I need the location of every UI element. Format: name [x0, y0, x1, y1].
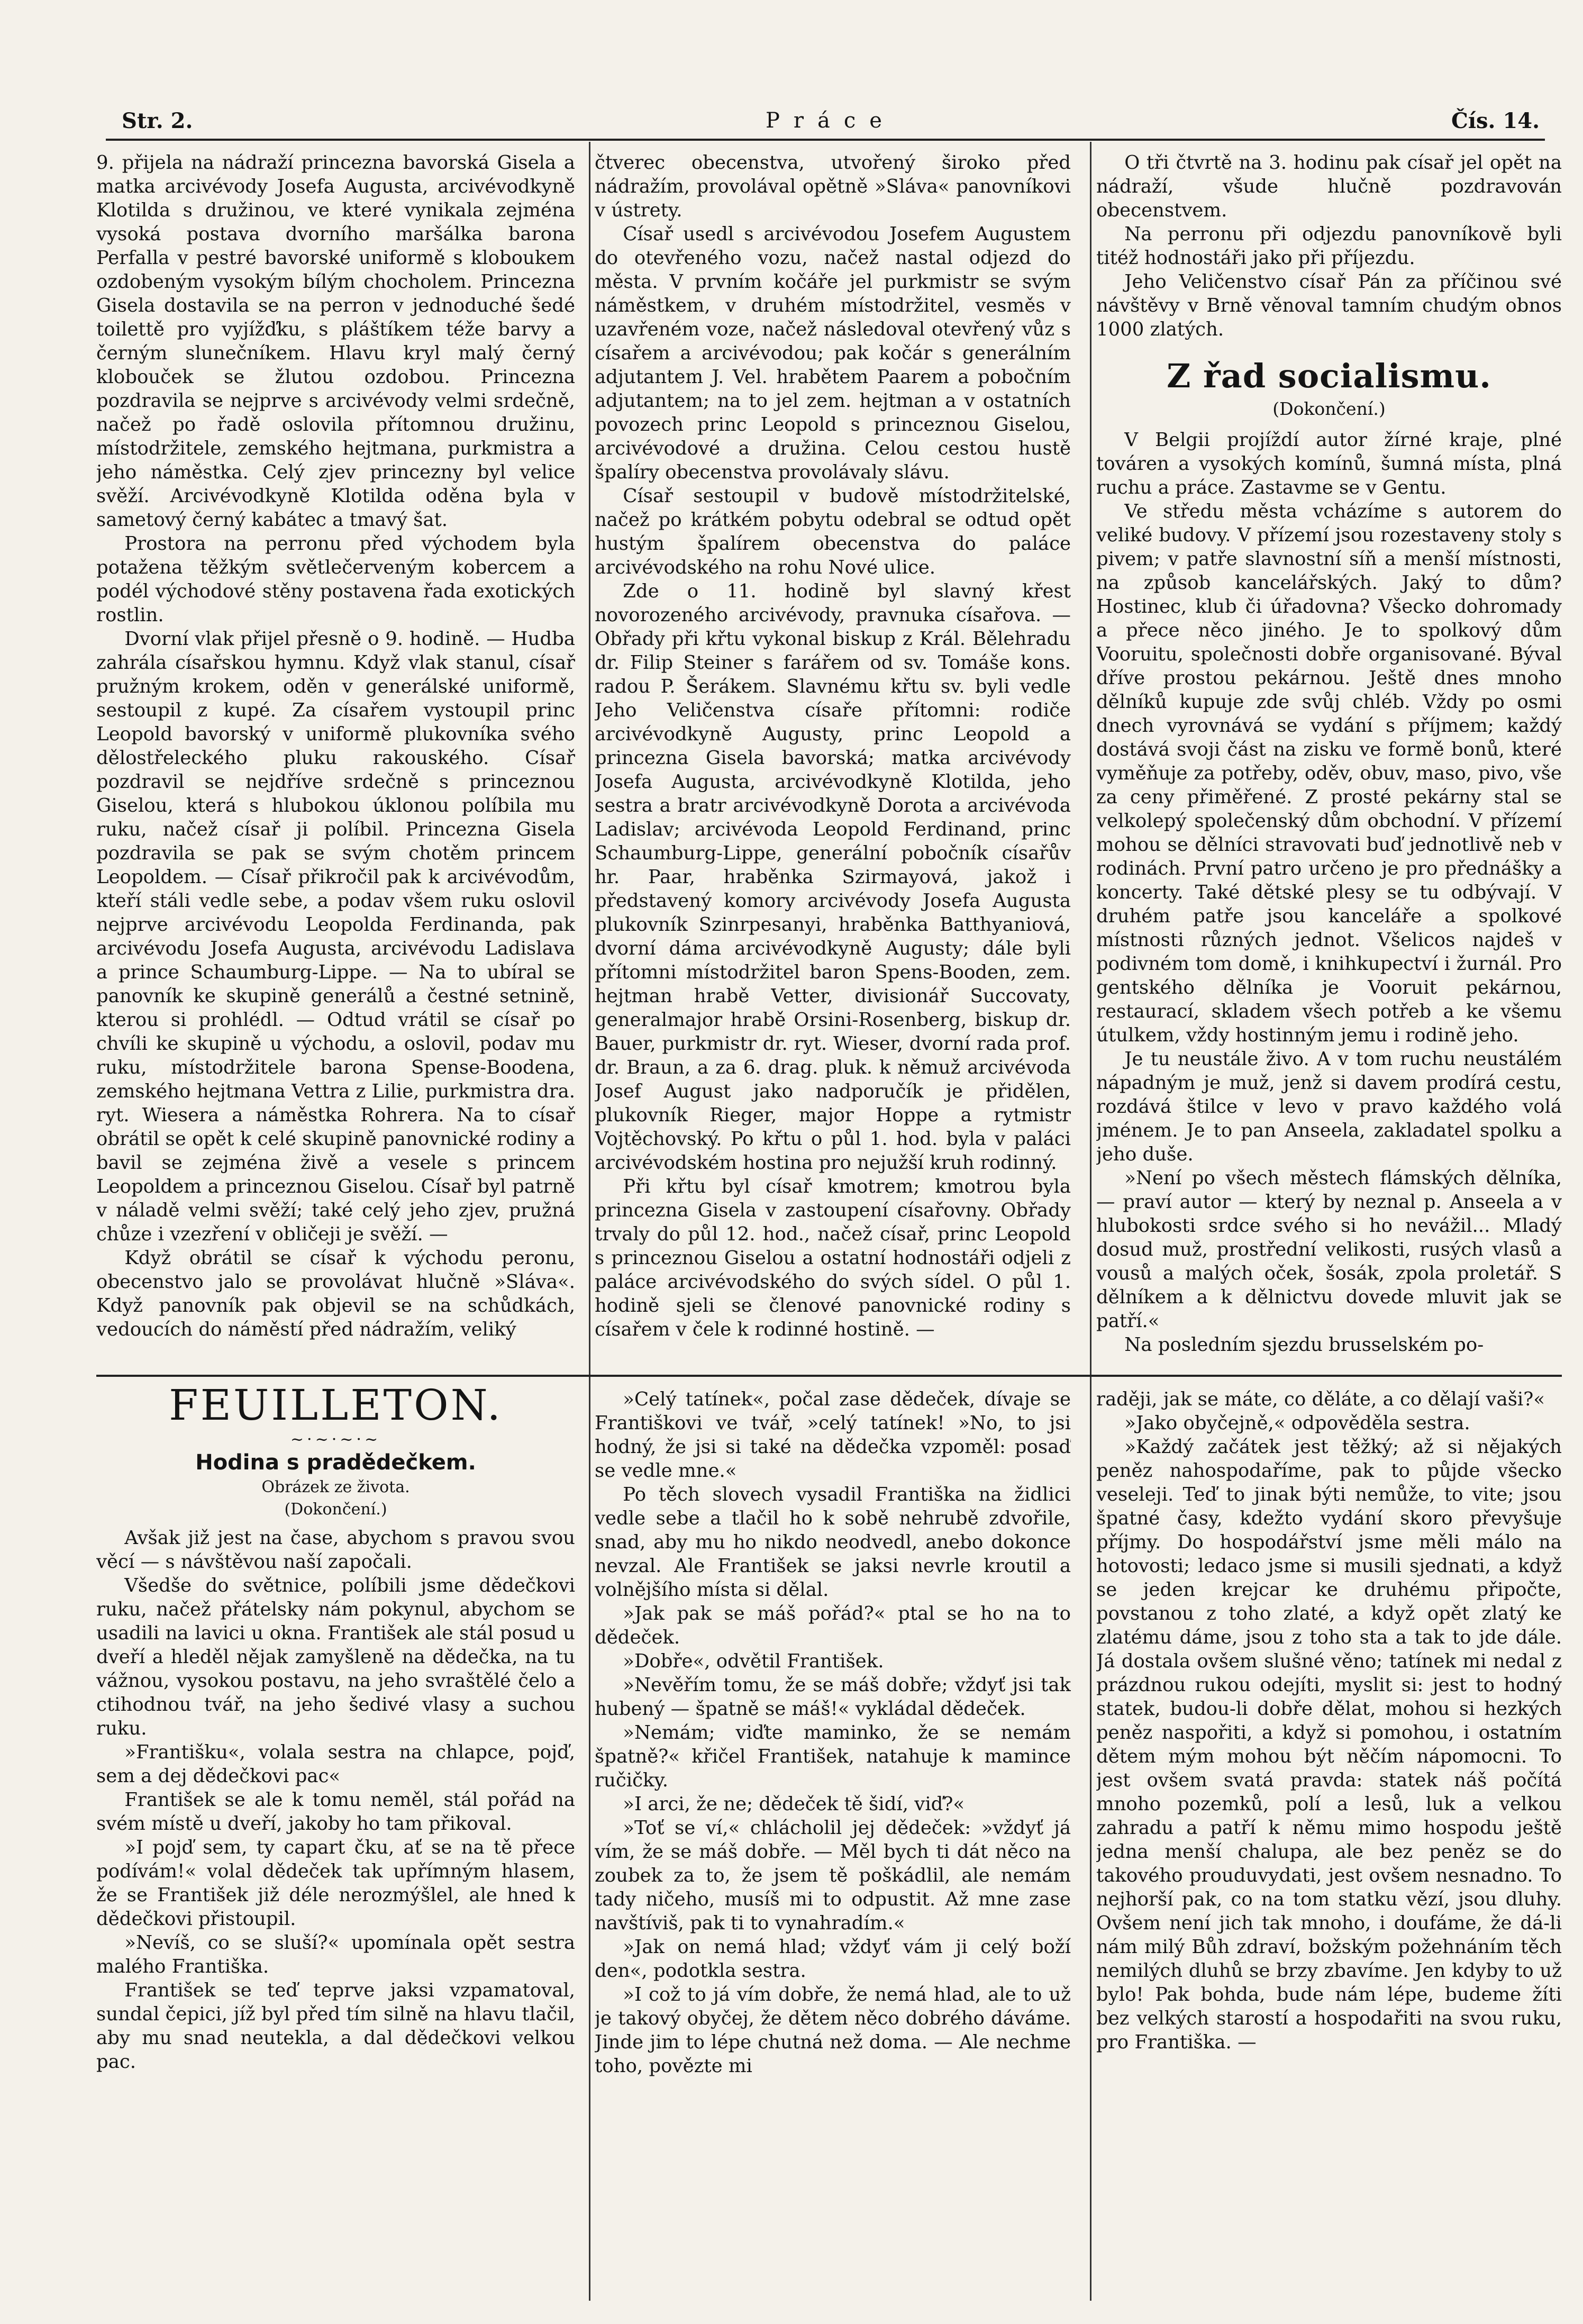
- story-paragraph: František se teď teprve jaksi vzpamatoval, sundal čepici, jíž byl před tím silně na hlavu tlačil, aby mu snad neutekla, a dal dědečkovi velkou pac.: [96, 1980, 575, 2073]
- story-paragraph: »Nevíš, co se sluší?« upomínala opět sestra malého Františka.: [96, 1932, 575, 1977]
- news-paragraph: Jeho Veličenstvo císař Pán za příčinou své návštěvy v Brně věnoval tamním chudým obnos 1000 zlatých.: [1096, 271, 1562, 340]
- news-paragraph: čtverec obecenstva, utvořený široko před nádražím, provolával opětně »Sláva« panovníkovi v ústrety.: [595, 152, 1071, 221]
- news-paragraph: 9. přijela na nádraží princezna bavorská Gisela a matka arcivévody Josefa Augusta, arcivévodkyně Klotilda s družinou, ve které vynikala zejména vysoká postava dvorního maršálka barona Perfalla v pestré bavorské uniformě s kloboukem ozdobeným vysokým bílým chocholem. Princezna Gisela dostavila se na perron v jednoduché šedé toilettě pro vyjížďku, s pláštíkem téže barvy a černým slunečníkem. Hlavu kryl malý černý klobouček se žlutou ozdobou. Princezna pozdravila se nejprve s arcivévody velmi srdečně, načež po řadě oslovila přítomnou družinu, místodržitele, zemského hejtmana, purkmistra a jeho náměstka. Celý zjev princezny byl velice svěží. Arcivévodkyně Klotilda oděna byla v sametový černý kabátec a tmavý šat.: [96, 152, 575, 531]
- news-paragraph: Císař sestoupil v budově místodržitelské, načež po krátkém pobytu odebral se odtud opět hustým špalírem obecenstva do paláce arcivévodského na rohu Nové ulice.: [595, 485, 1071, 578]
- news-paragraph: Když obrátil se císař k východu peronu, obecenstvo jalo se provolávat hlučně »Sláva«. Když panovník pak objevil se na schůdkách, vedoucích do náměstí před nádražím, veliký: [96, 1247, 575, 1340]
- story-paragraph: »Dobře«, odvětil František.: [623, 1650, 884, 1672]
- story-paragraph: »Jak on nemá hlad; vždyť vám ji celý boží den«, podotkla sestra.: [595, 1936, 1071, 1982]
- column-rule-1: [589, 142, 590, 2301]
- column-rule-2: [1090, 142, 1091, 2301]
- story-note: (Dokončení.): [284, 1500, 387, 1519]
- story-paragraph: »I pojď sem, ty capart čku, ať se na tě přece podívám!« volal dědeček tak upřímným hlasem, že se František již déle nerozmýšlel, ale hned k dědečkovi přistoupil.: [96, 1837, 575, 1930]
- story-paragraph: »Celý tatínek«, počal zase dědeček, dívaje se Františkovi ve tvář, »celý tatínek! »No, to jsi hodný, že jsi si také na dědečka vzpoměl: posaď se vedle mne.«: [595, 1388, 1071, 1482]
- story-paragraph: »I což to já vím dobře, že nemá hlad, ale to už je takový obyčej, že dětem něco dobrého dáváme. Jinde jim to lépe chutná než doma. — Ale nechme toho, povězte mi: [595, 1984, 1071, 2077]
- feuilleton-rule: [96, 1375, 1562, 1377]
- socialism-article-title: Z řad socialismu.: [1167, 357, 1491, 395]
- socialism-paragraph: Je tu neustále živo. A v tom ruchu neustálém nápadným je muž, jenž si davem prodírá cestu, rozdává štilce v levo v pravo každého volá jménem. Je to pan Anseela, zakladatel spolku a jeho duše.: [1096, 1048, 1562, 1165]
- story-paragraph: »Nemám; viďte maminko, že se nemám špatně?« křičel František, natahuje k mamince ručičky.: [595, 1722, 1071, 1791]
- story-kind: Obrázek ze života.: [261, 1478, 410, 1496]
- issue-number: Čís. 14.: [1451, 108, 1540, 133]
- header-rule: [106, 139, 1545, 141]
- socialism-paragraph: Ve středu města vcházíme s autorem do veliké budovy. V přízemí jsou rozestaveny stoly s pivem; v patře slavnostní síň a menší místnosti, na způsob kancelářských. Jaký to dům? Hostinec, klub či úřadovna? Všecko dohromady a přece něco jiného. Je to spolkový dům Vooruitu, společnosti dobře organisované. Býval dříve prostou pekárnou. Ještě dnes mnoho dělníků kupuje zde svůj chléb. Vždy po osmi dnech vyrovnává se vydání s příjmem; každý dostává svoji část na zisku ve formě bonů, které vyměňuje za potřeby, oděv, obuv, maso, pivo, vše za ceny přiměřené. Z prosté pekárny stal se velkolepý společenský dům obchodní. V přízemí mohou se dělníci stravovati buď jednotlivě neb v rodinách. První patro určeno je pro přednášky a koncerty. Také dětské plesy se tu odbývají. V druhém patře jsou kanceláře a spolkové místnosti různých jednot. Všelicos najdeš v podivném tom domě, i knihkupectví i žurnál. Pro gentského dělníka je Vooruit pekárnou, restaurací, skladem všech potřeb a ke všemu útulkem, vždy hostinným jemu i rodině jeho.: [1096, 501, 1562, 1046]
- news-paragraph: Císař usedl s arcivévodou Josefem Augustem do otevřeného vozu, načež nastal odjezd do města. V prvním kočáře jel purkmistr se svým náměstkem, v druhém místodržitel, vesměs v uzavřeném voze, načež následoval otevřený vůz s císařem a arcivévodou; pak kočár s generálním adjutantem J. Vel. hrabětem Paarem a pobočním adjutantem; na to jel zem. hejtman a v ostatních povozech princ Leopold s princeznou Giselou, arcivévodové a družina. Celou cestou hustě špalíry obecenstva provolávaly slávu.: [595, 223, 1071, 483]
- news-paragraph: Prostora na perronu před východem byla potažena těžkým světlečerveným kobercem a podél východové stěny postavena řada exotických rostlin.: [96, 533, 575, 626]
- feuilleton-title: FEUILLETON.: [169, 1381, 503, 1430]
- news-paragraph: O tři čtvrtě na 3. hodinu pak císař jel opět na nádraží, všude hlučně pozdravován obecenstvem.: [1096, 152, 1562, 221]
- news-column-1: [96, 151, 575, 1368]
- feuilleton-column-3: [1096, 1387, 1562, 2301]
- socialism-paragraph: »Není po všech městech flámských dělníka, — praví autor — který by neznal p. Anseela a v hlubokosti srdce svého si ho nevážil... Mladý dosud muž, prostřední velikosti, rusých vlasů a vousů a malých oček, šosák, zpola proletář. S dělníkem a k dělnictvu dovede mluvit jak se patří.«: [1096, 1167, 1562, 1332]
- ornament-divider-icon: ~·~·~·~: [290, 1430, 381, 1449]
- news-column-3: [1096, 151, 1562, 1368]
- news-paragraph: Při křtu byl císař kmotrem; kmotrou byla princezna Gisela v zastoupení císařovny. Obřady trvaly do půl 12. hod., načež císař, princ Leopold s princeznou Giselou a ostatní hodnostáři odjeli z paláce arcivévodského do svých sídel. O půl 1. hodině sjeli se členové panovnické rodiny s císařem v čele k rodinné hostině. —: [595, 1176, 1071, 1340]
- story-paragraph: Po těch slovech vysadil Františka na židlici vedle sebe a tlačil ho k sobě nehrubě zdvořile, snad, aby mu ho nikdo neodvedl, anebo dokonce nevzal. Ale František se jaksi nevrle kroutil a volnějšího místa si dělal.: [595, 1484, 1071, 1601]
- news-column-2: [595, 151, 1071, 1368]
- story-paragraph: »Jako obyčejně,« odpověděla sestra.: [1124, 1412, 1470, 1434]
- story-paragraph: »Nevěřím tomu, že se máš dobře; vždyť jsi tak hubený — špatně se máš!« vykládal dědeček.: [595, 1674, 1071, 1720]
- news-paragraph: Dvorní vlak přijel přesně o 9. hodině. — Hudba zahrála císařskou hymnu. Když vlak stanul, císař pružným krokem, oděn v generálské uniformě, sestoupil z kupé. Za císařem vystoupil princ Leopold bavorský v uniformě plukovníka svého dělostřeleckého pluku rakouského. Císař pozdravil se nejdříve srdečně s princeznou Giselou, která s hlubokou úklonou políbila mu ruku, načež císař ji políbil. Princezna Gisela pozdravila se pak se svým chotěm princem Leopoldem. — Císař přikročil pak k arcivévodům, kteří stáli vedle sebe, a podav všem ruku oslovil nejprve arcivévodu Leopolda Ferdinanda, pak arcivévodu Josefa Augusta, arcivévodu Ladislava a prince Schaumburg-Lippe. — Na to ubíral se panovník ke skupině generálů a čestné setnině, kterou si prohlédl. — Odtud vrátil se císař po chvíli ke skupině u východu, a oslovil, podav mu ruku, místodržitele barona Spense-Boodena, zemského hejtmana Vettra z Lilie, purkmistra dra. ryt. Wiesera a náměstka Rohrera. Na to císař obrátil se opět k celé skupině panovnické rodiny a bavil se zejména živě a vesele s princem Leopoldem a princeznou Giselou. Císař byl patrně v náladě velmi svěží; také celý jeho zjev, pružná chůze i vzezření v obličeji je svěží. —: [96, 628, 575, 1245]
- story-title: Hodina s pradědečkem.: [195, 1450, 476, 1475]
- news-paragraph: Na perronu při odjezdu panovníkově byli titéž hodnostáři jako při příjezdu.: [1096, 223, 1562, 269]
- masthead-title: Práce: [766, 108, 896, 133]
- story-paragraph: »Jak pak se máš pořád?« ptal se ho na to dědeček.: [595, 1603, 1071, 1648]
- feuilleton-column-2: [595, 1387, 1071, 2301]
- socialism-article-subtitle: (Dokončení.): [1272, 398, 1386, 419]
- story-paragraph: Avšak již jest na čase, abychom s pravou svou věcí — s návštěvou naší započali.: [96, 1527, 575, 1573]
- socialism-paragraph: V Belgii projíždí autor žírné kraje, plné továren a vysokých komínů, šumná místa, plná ruchu a práce. Zastavme se v Gentu.: [1096, 429, 1562, 498]
- story-paragraph: »Františku«, volala sestra na chlapce, pojď, sem a dej dědečkovi pac«: [96, 1741, 575, 1787]
- page-number: Str. 2.: [122, 108, 193, 133]
- story-paragraph: raději, jak se máte, co děláte, a co dělají vaši?«: [1096, 1388, 1545, 1410]
- news-paragraph: Zde o 11. hodině byl slavný křest novorozeného arcivévody, pravnuka císařova. — Obřady při křtu vykonal biskup z Král. Bělehradu dr. Filip Steiner s farářem od sv. Tomáše kons. radou P. Šerákem. Slavnému křtu sv. byli vedle Jeho Veličenstva císaře přítomni: rodiče arcivévodkyně Augusty, princ Leopold a princezna Gisela bavorská; matka arcivévody Josefa Augusta, arcivévodkyně Klotilda, jeho sestra a bratr arcivévodkyně Dorota a arcivévoda Ladislav; arcivévoda Leopold Ferdinand, princ Schaumburg-Lippe, generální pobočník císařův hr. Paar, hraběnka Szirmayová, jakož i představený komory arcivévody Josefa Augusta plukovník Szinrpesanyi, hraběnka Batthyaniová, dvorní dáma arcivévodkyně Augusty; dále byli přítomni místodržitel baron Spens-Booden, zem. hejtman hrabě Vetter, divisionář Succovaty, generalmajor hrabě Orsini-Rosenberg, biskup dr. Bauer, purkmistr dr. ryt. Wieser, dvorní rada prof. dr. Braun, a za 6. drag. pluk. k němuž arcivévoda Josef August jako nadporučík je přidělen, plukovník Rieger, major Hoppe a rytmistr Vojtěchovský. Po křtu o půl 1. hod. byla v paláci arcivévodském hostina pro nejužší kruh rodinný.: [595, 580, 1071, 1174]
- story-paragraph: František se ale k tomu neměl, stál pořád na svém místě u dveří, jakoby ho tam přikoval.: [96, 1789, 575, 1835]
- story-paragraph: »I arci, že ne; dědeček tě šidí, viď?«: [623, 1793, 965, 1815]
- story-paragraph: »Každý začátek jest těžký; až si nějakých peněz nahospodaříme, pak to půjde všecko veseleji. Teď to jinak býti nemůže, to vite; jsou špatné časy, kdežto vydání skoro převyšuje příjmy. Do hospodářství jsme měli málo na hotovosti; ledaco jsme si musili sjednati, a když se jeden krejcar ke druhému připočte, povstanou z toho zlaté, a když opět zlatý ke zlatému dáme, jsou z toho sta a tak to jde dále. Já dostala ovšem slušné věno; tatínek mi nedal z prázdnou rukou odejíti, myslit si: jest to hodný statek, budou-li dobře dělat, mohou si hezkých peněz naspořiti, a když si pomohou, i ostatním dětem mým mohou být něčím nápomocni. To jest ovšem svatá pravda: statek náš počítá mnoho pozemků, polí a lesů, luk a velkou zahradu a patří k němu mimo hospodu ještě jedna menší chalupa, ale bez peněz se do takového prouduvydati, jest ovšem nesnadno. To nejhorší pak, co na tom statku vězí, jsou dluhy. Ovšem není jich tak mnoho, i doufáme, že dá-li nám milý Bůh zdraví, božským požehnáním těch nemilých dluhů se brzy zbavíme. Jen kdyby to už bylo! Pak bohda, bude nám lépe, budeme žíti bez velkých starostí a hospodařiti na svou ruku, pro Františka. —: [1096, 1436, 1562, 2053]
- story-paragraph: Všedše do světnice, políbili jsme dědečkovi ruku, načež přátelsky nám pokynul, abychom se usadili na lavici u okna. František ale stál posud u dveří a hleděl nějak zamyšleně na dědečka, na tu vážnou, vysokou postavu, na jeho svraštělé čelo a ctihodnou tvář, na jeho šedivé vlasy a suchou ruku.: [96, 1575, 575, 1739]
- socialism-paragraph: Na posledním sjezdu brusselském po-: [1124, 1334, 1484, 1356]
- feuilleton-column-1: [96, 1380, 575, 2301]
- story-paragraph: »Toť se ví,« chlácholil jej dědeček: »vždyť já vím, že se máš dobře. — Měl bych ti dát něco na zoubek za to, že jsem tě poškádlil, ale nemám tady ničeho, musíš mi to odpustit. Až mne zase navštíviš, pak ti to vynahradím.«: [595, 1817, 1071, 1934]
